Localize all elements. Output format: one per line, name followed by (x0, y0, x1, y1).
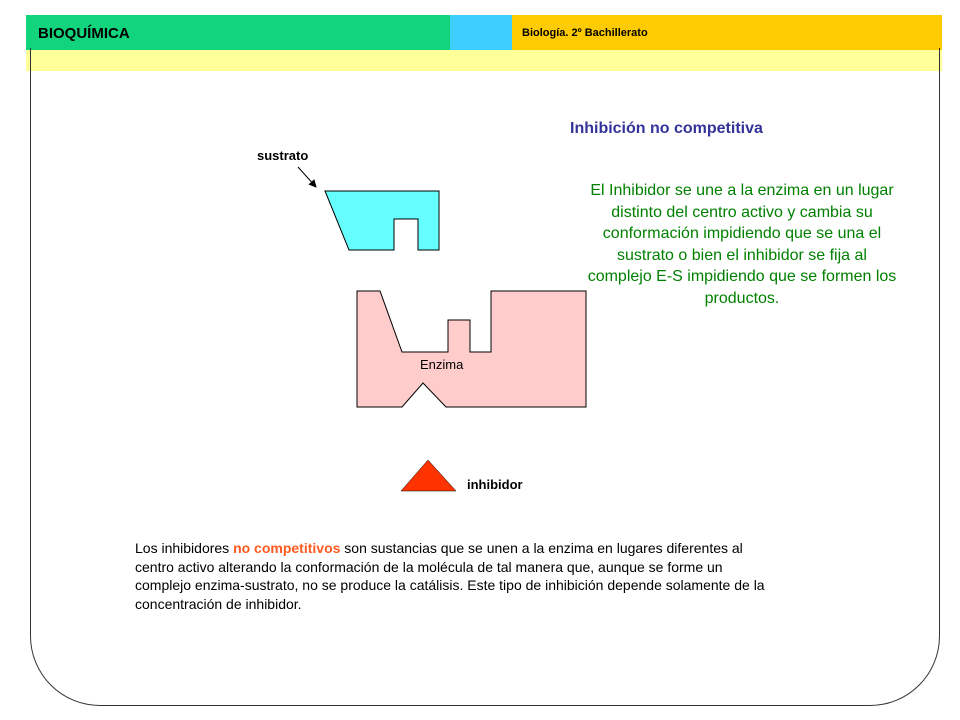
inhibitor-shape (401, 460, 456, 491)
substrate-shape (325, 191, 439, 250)
body-text-start: Los inhibidores (135, 540, 234, 556)
body-text-end: son sustancias que se unen a la enzima en lugares diferentes al centro activo alterando la conformación de la molécula de tal manera que, aunque se forme un complejo enzima-sustrato, no se produce la catálisis. Este tipo de inhibición depende solamente de la concentración de inhibidor. (135, 540, 765, 612)
enzyme-shape (357, 291, 586, 407)
header-title: BIOQUÍMICA (38, 25, 130, 42)
inhibitor-label: inhibidor (467, 477, 523, 492)
header-subject: Biología. 2º Bachillerato (522, 27, 648, 39)
body-paragraph (135, 539, 775, 613)
slide-description: El Inhibidor se une a la enzima en un lugar distinto del centro activo y cambia su conformación impidiendo que se una el sustrato o bien el inhibidor se fija al complejo E-S impidiendo que se formen los productos. (587, 182, 897, 307)
enzyme-label: Enzima (420, 357, 464, 372)
substrate-label: sustrato (257, 148, 309, 163)
substrate-arrow (298, 167, 316, 187)
body-highlight: no competitivos (233, 540, 341, 556)
slide-title: Inhibición no competitiva (570, 120, 763, 137)
